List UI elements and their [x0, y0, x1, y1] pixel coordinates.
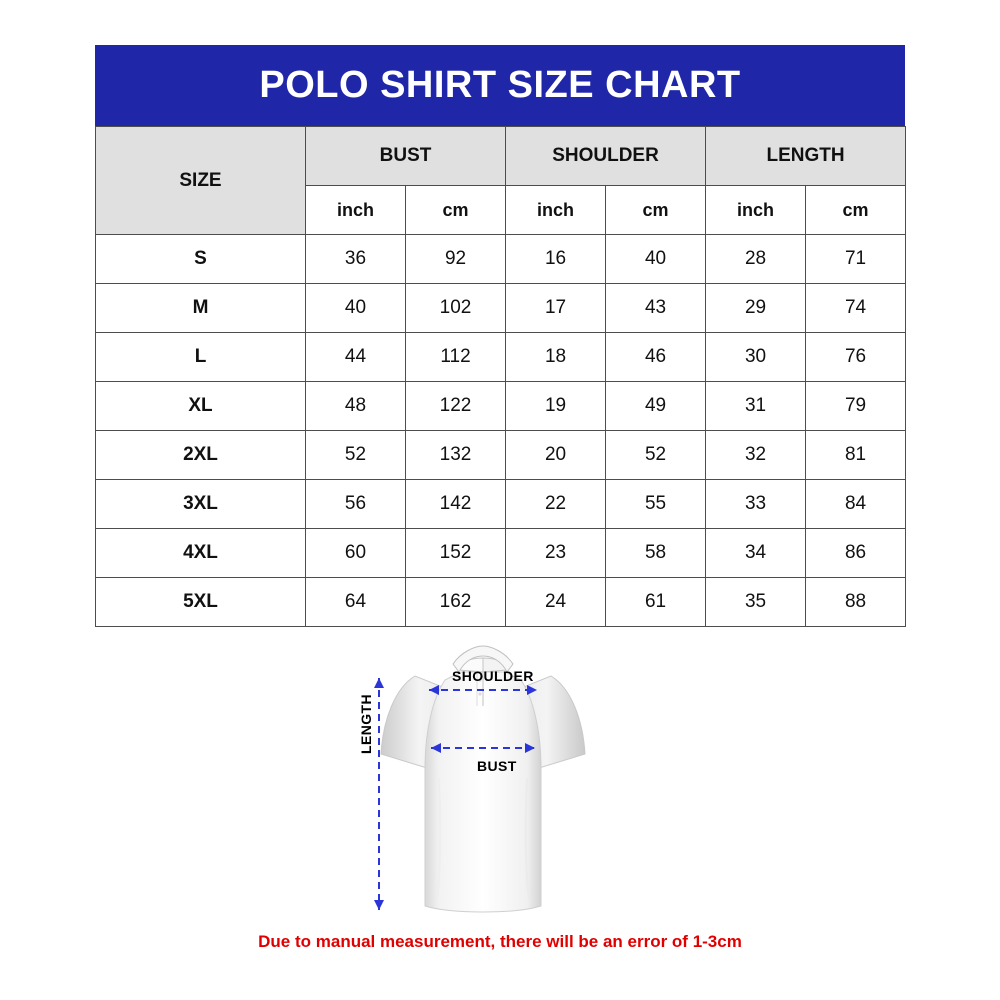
cell-shoulder-inch: 23: [506, 529, 606, 578]
cell-bust-cm: 112: [406, 333, 506, 382]
cell-bust-cm: 152: [406, 529, 506, 578]
cell-bust-cm: 122: [406, 382, 506, 431]
cell-bust-cm: 102: [406, 284, 506, 333]
column-header-bust: BUST: [306, 127, 506, 186]
cell-length-inch: 32: [706, 431, 806, 480]
cell-shoulder-inch: 24: [506, 578, 606, 627]
cell-length-cm: 79: [806, 382, 906, 431]
column-header-size: SIZE: [96, 127, 306, 235]
cell-size: S: [96, 235, 306, 284]
column-header-length: LENGTH: [706, 127, 906, 186]
measurement-diagram: [0, 628, 1000, 928]
cell-length-inch: 33: [706, 480, 806, 529]
cell-shoulder-cm: 61: [606, 578, 706, 627]
unit-length-inch: inch: [706, 186, 806, 235]
cell-shoulder-inch: 20: [506, 431, 606, 480]
cell-length-inch: 35: [706, 578, 806, 627]
table-row: [96, 333, 906, 382]
cell-length-cm: 86: [806, 529, 906, 578]
cell-bust-inch: 44: [306, 333, 406, 382]
cell-size: L: [96, 333, 306, 382]
cell-size: 3XL: [96, 480, 306, 529]
cell-bust-inch: 36: [306, 235, 406, 284]
cell-bust-cm: 142: [406, 480, 506, 529]
cell-bust-inch: 48: [306, 382, 406, 431]
cell-bust-inch: 40: [306, 284, 406, 333]
cell-length-cm: 71: [806, 235, 906, 284]
size-chart: [95, 45, 905, 627]
table-row: [96, 235, 906, 284]
unit-shoulder-inch: inch: [506, 186, 606, 235]
cell-shoulder-cm: 58: [606, 529, 706, 578]
cell-bust-cm: 92: [406, 235, 506, 284]
cell-size: 5XL: [96, 578, 306, 627]
cell-shoulder-cm: 55: [606, 480, 706, 529]
cell-shoulder-inch: 16: [506, 235, 606, 284]
cell-bust-cm: 162: [406, 578, 506, 627]
cell-shoulder-cm: 46: [606, 333, 706, 382]
cell-shoulder-inch: 18: [506, 333, 606, 382]
table-row: [96, 284, 906, 333]
cell-shoulder-cm: 43: [606, 284, 706, 333]
cell-size: M: [96, 284, 306, 333]
table-row: [96, 529, 906, 578]
cell-bust-inch: 52: [306, 431, 406, 480]
page-title: POLO SHIRT SIZE CHART: [95, 45, 905, 126]
unit-bust-cm: cm: [406, 186, 506, 235]
cell-length-cm: 74: [806, 284, 906, 333]
column-header-shoulder: SHOULDER: [506, 127, 706, 186]
cell-shoulder-inch: 22: [506, 480, 606, 529]
cell-bust-inch: 56: [306, 480, 406, 529]
cell-length-cm: 84: [806, 480, 906, 529]
cell-size: 4XL: [96, 529, 306, 578]
cell-shoulder-inch: 19: [506, 382, 606, 431]
unit-bust-inch: inch: [306, 186, 406, 235]
unit-shoulder-cm: cm: [606, 186, 706, 235]
length-measure-label: LENGTH: [358, 694, 374, 754]
unit-length-cm: cm: [806, 186, 906, 235]
cell-size: 2XL: [96, 431, 306, 480]
cell-bust-cm: 132: [406, 431, 506, 480]
table-row: [96, 431, 906, 480]
cell-length-inch: 29: [706, 284, 806, 333]
cell-length-inch: 34: [706, 529, 806, 578]
table-row: [96, 578, 906, 627]
bust-measure-label: BUST: [477, 758, 517, 774]
cell-bust-inch: 60: [306, 529, 406, 578]
cell-shoulder-cm: 52: [606, 431, 706, 480]
cell-shoulder-cm: 40: [606, 235, 706, 284]
size-chart-table: [95, 126, 906, 627]
table-header-row: [96, 127, 906, 186]
cell-length-inch: 31: [706, 382, 806, 431]
cell-shoulder-inch: 17: [506, 284, 606, 333]
table-row: [96, 480, 906, 529]
cell-length-inch: 28: [706, 235, 806, 284]
cell-length-inch: 30: [706, 333, 806, 382]
cell-length-cm: 81: [806, 431, 906, 480]
cell-shoulder-cm: 49: [606, 382, 706, 431]
measurement-disclaimer: Due to manual measurement, there will be an error of 1-3cm: [258, 932, 742, 951]
cell-size: XL: [96, 382, 306, 431]
cell-bust-inch: 64: [306, 578, 406, 627]
table-row: [96, 382, 906, 431]
cell-length-cm: 88: [806, 578, 906, 627]
cell-length-cm: 76: [806, 333, 906, 382]
shoulder-measure-label: SHOULDER: [452, 668, 534, 684]
